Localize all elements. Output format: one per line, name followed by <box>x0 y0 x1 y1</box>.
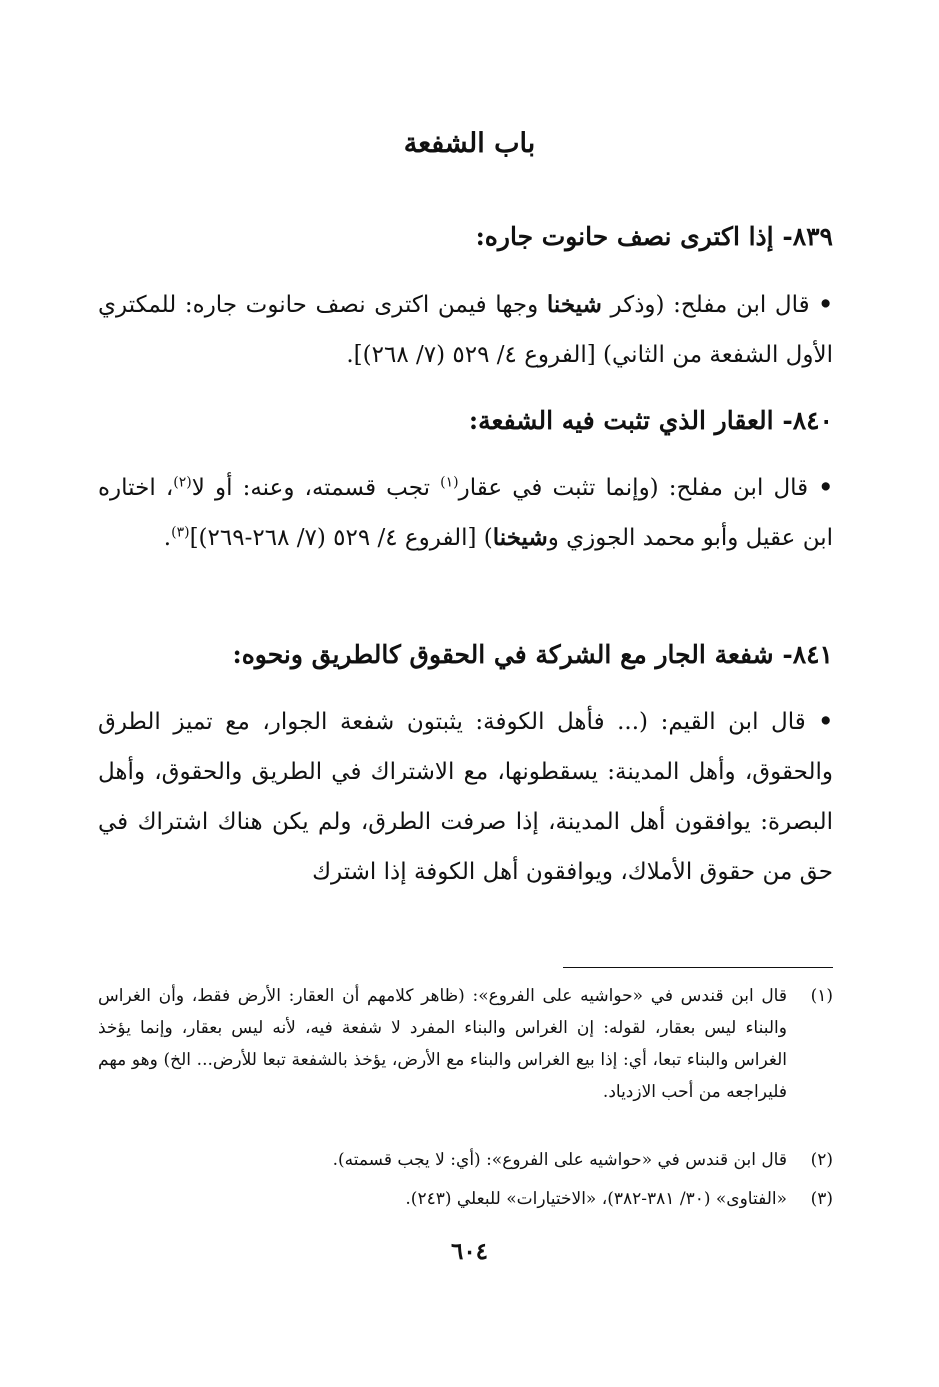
footnote-number: (٣) <box>810 1189 833 1209</box>
section-heading-839: ٨٣٩- إذا اكترى نصف حانوت جاره: <box>475 222 833 251</box>
paragraph-text: ، اختاره ابن عقيل وأبو محمد الجوزي و <box>98 475 833 551</box>
footnote-3 <box>98 1183 833 1215</box>
section-paragraph-839 <box>98 280 833 380</box>
bullet-icon: • <box>818 291 833 318</box>
paragraph-bold-text: شيخنا <box>546 291 602 318</box>
footnote-ref-2: (٢) <box>173 474 192 491</box>
paragraph-bold-text: شيخنا <box>492 524 548 551</box>
footnote-text: «الفتاوى» (٣٠/ ٣٨١-٣٨٢)، «الاختيارات» للبعلي (٢٤٣). <box>405 1189 787 1209</box>
footnote-2 <box>98 1144 833 1176</box>
paragraph-text: قال ابن مفلح: (وذكر <box>601 292 810 318</box>
paragraph-text: ) [الفروع ٤/ ٥٢٩ (٧/ ٢٦٨-٢٦٩)] <box>189 525 493 551</box>
paragraph-text: قال ابن القيم: (... فأهل الكوفة: يثبتون شفعة الجوار، مع تميز الطرق والحقوق، وأهل المدينة: يسقطونها، مع الاشتراك في الطريق والحقوق، وأهل البصرة: يوافقون أهل المدينة، إذا صرفت الطرق، ولم يكن هناك اشتراك في حق من حقوق الأملاك، ويوافقون أهل الكوفة إذا اشترك <box>98 709 833 885</box>
section-paragraph-840 <box>98 463 833 563</box>
footnote-number: (٢) <box>810 1150 833 1170</box>
section-heading-841: ٨٤١- شفعة الجار مع الشركة في الحقوق كالطريق ونحوه: <box>232 640 833 669</box>
page-number: ٦٠٤ <box>450 1238 489 1265</box>
section-paragraph-841 <box>98 697 833 897</box>
bullet-icon: • <box>818 708 834 735</box>
footnote-1 <box>98 980 833 1108</box>
page-title: باب الشفعة <box>403 128 536 159</box>
paragraph-text: وجها فيمن اكترى نصف حانوت جاره: للمكتري الأول الشفعة من الثاني) [الفروع ٤/ ٥٢٩ (٧/ ٢٦٨)]. <box>98 292 833 368</box>
section-heading-840: ٨٤٠- العقار الذي تثبت فيه الشفعة: <box>468 406 833 435</box>
footnote-ref-1: (١) <box>440 474 459 491</box>
footnote-ref-3: (٣) <box>171 524 190 541</box>
footnote-text: قال ابن قندس في «حواشيه على الفروع»: (ظاهر كلامهم أن العقار: الأرض فقط، وأن الغراس والبناء ليس بعقار، لقوله: إن الغراس والبناء المفرد لا شفعة فيه، لأنه ليس بعقار، وإنما يؤخذ الغراس والبناء تبعا، أي: إذا بيع الغراس والبناء مع الأرض، يؤخذ بالشفعة تبعا للأرض... الخ) وهو مهم فليراجعه من أحب الازدياد. <box>98 986 787 1102</box>
paragraph-text: . <box>163 525 172 551</box>
footnote-number: (١) <box>810 986 833 1006</box>
paragraph-text: تجب قسمته، وعنه: أو لا <box>191 475 441 501</box>
bullet-icon: • <box>818 474 834 501</box>
paragraph-text: قال ابن مفلح: (وإنما تثبت في عقار <box>458 475 809 501</box>
footnote-separator <box>563 967 833 968</box>
footnote-text: قال ابن قندس في «حواشيه على الفروع»: (أي: لا يجب قسمته). <box>332 1150 787 1170</box>
